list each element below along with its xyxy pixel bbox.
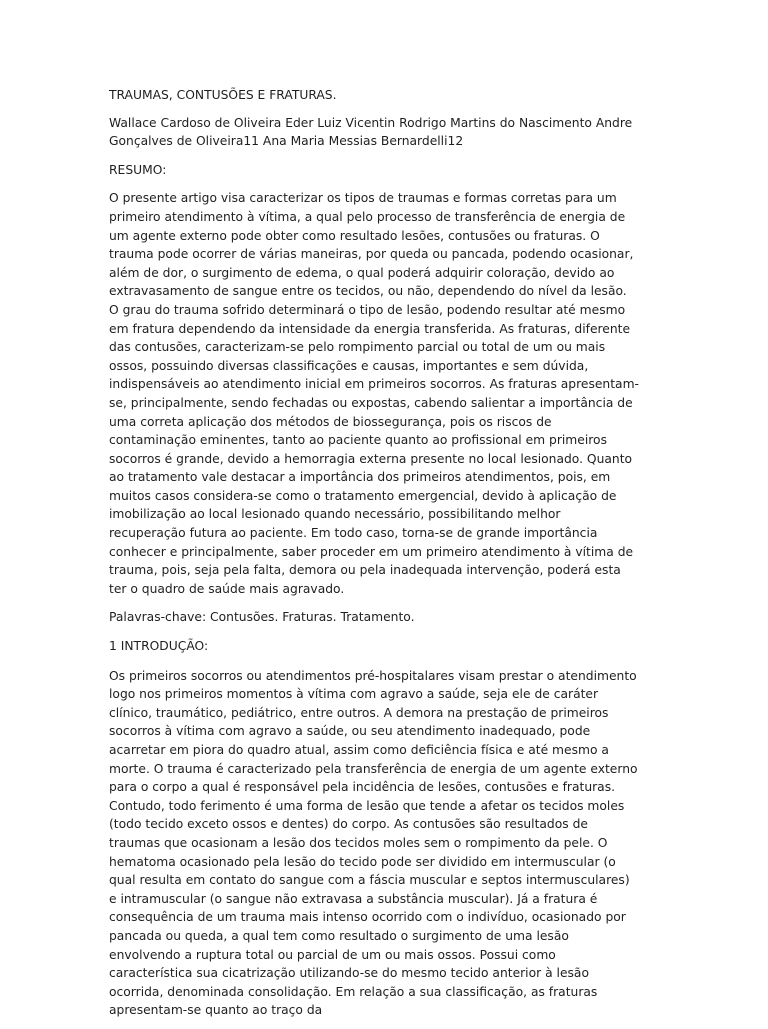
author-list: Wallace Cardoso de Oliveira Eder Luiz Vicentin Rodrigo Martins do Nascimento Andre Gonçalves de Oliveira11 Ana Maria Messias Bernardelli12 — [109, 115, 633, 149]
abstract-label: RESUMO: — [109, 162, 167, 177]
introduction-text: Os primeiros socorros ou atendimentos pré-hospitalares visam prestar o atendimento logo nos primeiros momentos à vítima com agravo a saúde, seja ele de caráter clínico, traumático, pediátrico, entre outros. A demora na prestação de primeiros socorros à vítima com agravo a saúde, ou seu atendimento inadequado, pode acarretar em piora do quadro atual, assim como deficiência física e até mesmo a morte. O trauma é caracterizado pela transferência de energia de um agente externo para o corpo a qual é responsável pela incidência de lesões, contusões e fraturas. Contudo, todo ferimento é uma forma de lesão que tende a afetar os tecidos moles (todo tecido exceto ossos e dentes) do corpo. As contusões são resultados de traumas que ocasionam a lesão dos tecidos moles sem o rompimento da pele. O hematoma ocasionado pela lesão do tecido pode ser dividido em intermuscular (o qual resulta em contato do sangue com a fáscia muscular e septos intermusculares) e intramuscular (o sangue não extravasa a substância muscular). Já a fratura é consequência de um trauma mais intenso ocorrido com o indivíduo, ocasionado por pancada ou queda, a qual tem como resultado o surgimento de uma lesão envolvendo a ruptura total ou parcial de um ou mais ossos. Possui como característica sua cicatrização utilizando-se do mesmo tecido anterior à lesão ocorrida, denominada consolidação. Em relação a sua classificação, as fraturas apresentam-se quanto ao traço da — [109, 668, 638, 1018]
keywords: Palavras-chave: Contusões. Fraturas. Tratamento. — [109, 610, 415, 625]
document-page — [109, 86, 639, 1029]
document-title: TRAUMAS, CONTUSÕES E FRATURAS. — [109, 88, 337, 102]
abstract-text: O presente artigo visa caracterizar os tipos de traumas e formas corretas para um primeiro atendimento à vítima, a qual pelo processo de transferência de energia de um agente externo pode obter como resultado lesões, contusões ou fraturas. O trauma pode ocorrer de várias maneiras, por queda ou pancada, podendo ocasionar, além de dor, o surgimento de edema, o qual poderá adquirir coloração, devido ao extravasamento de sangue entre os tecidos, ou não, dependendo do nível da lesão. O grau do trauma sofrido determinará o tipo de lesão, podendo resultar até mesmo em fratura dependendo da intensidade da energia transferida. As fraturas, diferente das contusões, caracterizam-se pelo rompimento parcial ou total de um ou mais ossos, possuindo diversas classificações e causas, importantes e sem dúvida, indispensáveis ao atendimento inicial em primeiros socorros. As fraturas apresentam-se, principalmente, sendo fechadas ou expostas, cabendo salientar a importância de uma correta aplicação dos métodos de biossegurança, pois os riscos de contaminação eminentes, tanto ao paciente quanto ao profissional em primeiros socorros é grande, devido a hemorragia externa presente no local lesionado. Quanto ao tratamento vale destacar a importância dos primeiros atendimentos, pois, em muitos casos considera-se como o tratamento emergencial, devido à aplicação de imobilização ao local lesionado quando necessário, possibilitando melhor recuperação futura ao paciente. Em todo caso, torna-se de grande importância conhecer e principalmente, saber proceder em um primeiro atendimento à vítima de trauma, pois, seja pela falta, demora ou pela inadequada intervenção, poderá esta ter o quadro de saúde mais agravado. — [109, 191, 639, 596]
section-heading: 1 INTRODUÇÃO: — [109, 639, 209, 654]
